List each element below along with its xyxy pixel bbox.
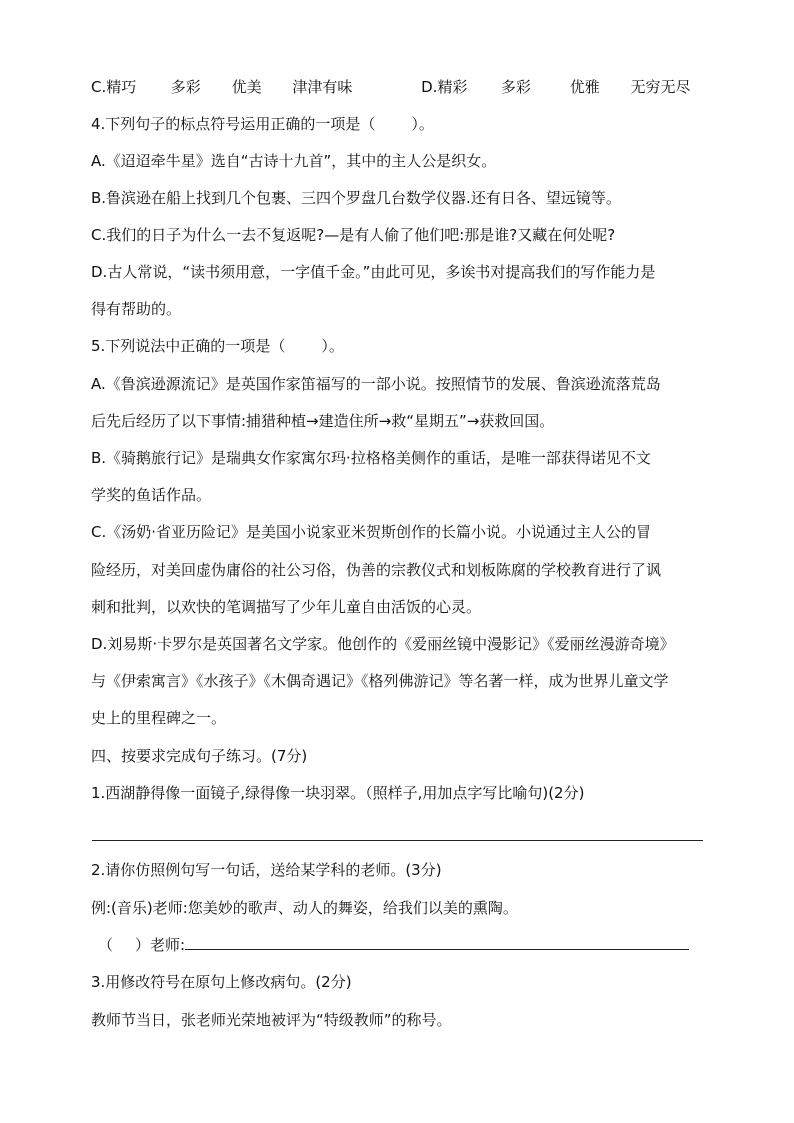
q4-option-d-line2: 得有帮助的。 [91, 300, 182, 318]
section4-q1-answer-line[interactable] [92, 840, 703, 841]
q3-option-c-word2: 优美 [231, 78, 262, 96]
q5-stem [91, 336, 731, 356]
section4-title: 四、按要求完成句子练习。(7分) [91, 747, 308, 765]
section4-q2-teacher-label: ）老师: [135, 936, 186, 954]
q4-option-d-line1: D.古人常说，“读书须用意，一字值千金。”由此可见，多诶书对提高我们的写作能力是 [91, 263, 656, 281]
q5-option-c-line3: 刺和批判，以欢快的笔调描写了少年儿童自由活饭的心灵。 [91, 598, 482, 616]
q5-option-c-line1: C.《汤奶·省亚历险记》是美国小说家亚米贺斯创作的长篇小说。小说通过主人公的冒 [91, 523, 652, 541]
q5-option-d-line3: 史上的里程碑之一。 [91, 709, 227, 727]
q5-option-d-line1: D.刘易斯·卡罗尔是英国著名文学家。他创作的《爱丽丝镜中漫影记》《爱丽丝漫游奇境》 [91, 635, 675, 653]
q5-option-c-line2: 险经历，对美回虚伪庸俗的社公习俗，伪善的宗教仪式和划板陈腐的学校教育进行了讽 [91, 561, 662, 579]
q4-option-b: B.鲁滨逊在船上找到几个包裹、三四个罗盘几台数学仪器.还有日各、望远镜等。 [91, 189, 621, 207]
section4-q1-prompt: 1.西湖静得像一面镜子,绿得像一块羽翠。（照样子,用加点字写比喻句)(2分) [91, 784, 585, 802]
section4-q2-answer-blank[interactable] [185, 935, 689, 950]
q4-stem [91, 114, 731, 134]
q3-options-row [91, 77, 731, 97]
section4-q2-prompt: 2.请你仿照例句写一句话，送给某学科的老师。(3分) [91, 861, 442, 879]
q5-option-b-line2: 学奖的鱼话作品。 [91, 486, 212, 504]
q3-option-c-word1: 多彩 [170, 78, 201, 96]
q5-option-b-line1: B.《骑鹅旅行记》是瑞典女作家寓尔玛·拉格格美侧作的重话，是唯一部获得诺见不文 [91, 449, 651, 467]
q4-stem-text: 4.下列句子的标点符号运用正确的一项是（ [91, 115, 376, 133]
q5-option-a-line1: A.《鲁滨逊源流记》是英国作家笛福写的一部小说。按照情节的发展、鲁滨逊流落荒岛 [91, 375, 661, 393]
section4-q3-prompt: 3.用修改符号在原句上修改病句。(2分) [91, 973, 352, 991]
q3-option-d-word2: 优雅 [569, 78, 600, 96]
q3-option-d-word3: 无穷无尽 [630, 78, 691, 96]
q5-option-a-line2: 后先后经历了以下事情:捕猎种植→建造住所→救“星期五”→获救回国。 [91, 412, 555, 430]
q4-stem-close: ）。 [411, 115, 434, 133]
q4-option-a: A.《迢迢牵牛星》选自“古诗十九首”，其中的主人公是织女。 [91, 152, 497, 170]
q3-option-c-label: C.精巧 [91, 78, 137, 96]
q5-stem-close: ）。 [321, 337, 344, 355]
q5-stem-text: 5.下列说法中正确的一项是（ [91, 337, 286, 355]
section4-q3-sentence[interactable]: 教师节当日，张老师光荣地被评为“特级教师”的称号。 [91, 1011, 452, 1029]
q3-option-d-word1: 多彩 [500, 78, 531, 96]
section4-q2-subject-open: （ [98, 936, 114, 954]
section4-q2-answer-row [98, 935, 738, 955]
q3-option-c-word3: 津津有味 [292, 78, 353, 96]
q4-option-c: C.我们的日子为什么一去不复返呢?—是有人偷了他们吧:那是谁?又藏在何处呢? [91, 226, 616, 244]
section4-q2-example: 例:(音乐)老师:您美妙的歌声、动人的舞姿，给我们以美的熏陶。 [91, 899, 518, 917]
q3-option-d-label: D.精彩 [421, 78, 468, 96]
q5-option-d-line2: 与《伊索寓言》《水孩子》《木偶奇遇记》《格列佛游记》等名著一样，成为世界儿童文学 [91, 672, 669, 690]
